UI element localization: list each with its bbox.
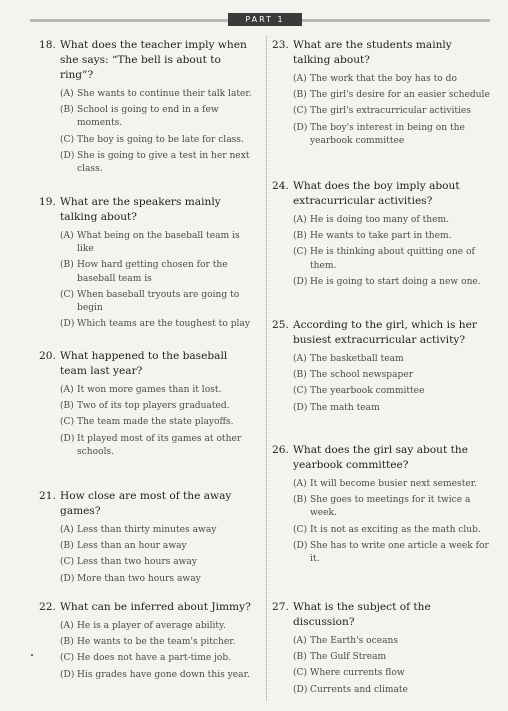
- answer-option[interactable]: (D) It played most of its games at other schools.: [60, 433, 242, 457]
- answer-option[interactable]: (B) School is going to end in a few moments.: [60, 105, 219, 129]
- question-26: [272, 443, 490, 569]
- question-stem: 26. What does the girl say about the yearbook committee?: [272, 444, 468, 471]
- answer-option[interactable]: (D) The math team: [293, 402, 380, 413]
- answer-option[interactable]: (B) She goes to meetings for it twice a week.: [293, 495, 471, 519]
- question-stem: 27. What is the subject of the discussion?: [272, 601, 431, 628]
- question-stem: 24. What does the boy imply about extracurricular activities?: [272, 180, 460, 207]
- answer-option[interactable]: (C) The girl's extracurricular activities: [293, 106, 471, 117]
- question-stem: 23. What are the students mainly talking about?: [272, 39, 452, 66]
- answer-options: [39, 620, 257, 682]
- answer-option[interactable]: (D) His grades have gone down this year.: [60, 669, 250, 680]
- answer-options: [39, 88, 257, 176]
- answer-options: [39, 230, 257, 331]
- answer-option[interactable]: (C) The team made the state playoffs.: [60, 417, 234, 428]
- answer-option[interactable]: (D) She is going to give a test in her next class.: [60, 150, 250, 175]
- question-stem: 19. What are the speakers mainly talking about?: [39, 196, 221, 223]
- question-stem: 20. What happened to the baseball team last year?: [39, 350, 228, 377]
- question-20: [39, 349, 257, 462]
- answer-options: [272, 214, 490, 289]
- answer-option[interactable]: (D) More than two hours away: [60, 573, 201, 584]
- question-18: [39, 38, 257, 179]
- question-22: [39, 600, 257, 685]
- answer-option[interactable]: (C) Where currents flow: [293, 668, 405, 679]
- question-stem: 22. What can be inferred about Jimmy?: [39, 601, 251, 613]
- answer-option[interactable]: (B) Less than an hour away: [60, 541, 187, 552]
- answer-option[interactable]: (C) He does not have a part-time job.: [60, 653, 232, 664]
- answer-option[interactable]: (C) The boy is going to be late for class.: [60, 134, 244, 145]
- answer-option[interactable]: (A) The Earth's oceans: [293, 636, 399, 646]
- answer-options: [39, 384, 257, 459]
- answer-option[interactable]: (A) What being on the baseball team is like: [60, 231, 240, 255]
- answer-option[interactable]: (A) He is doing too many of them.: [293, 215, 450, 225]
- question-19: [39, 195, 257, 334]
- part-label: PART 1: [228, 13, 302, 26]
- answer-option[interactable]: (B) How hard getting chosen for the baseball team is: [60, 260, 228, 284]
- answer-option[interactable]: (B) The school newspaper: [293, 370, 414, 381]
- answer-options: [272, 478, 490, 566]
- answer-option[interactable]: (D) She has to write one article a week for it.: [293, 540, 489, 565]
- question-stem: 18. What does the teacher imply when she says: “The bell is about to ring”?: [39, 39, 247, 81]
- answer-option[interactable]: (A) The basketball team: [293, 354, 404, 364]
- answer-options: [272, 635, 490, 697]
- answer-option[interactable]: (D) Which teams are the toughest to play: [60, 319, 250, 330]
- answer-option[interactable]: (B) He wants to take part in them.: [293, 231, 452, 242]
- answer-option[interactable]: (D) He is going to start doing a new one.: [293, 276, 481, 287]
- question-25: [272, 318, 490, 418]
- answer-option[interactable]: (B) The girl's desire for an easier schedule: [293, 90, 490, 101]
- answer-option[interactable]: (A) It won more games than it lost.: [60, 385, 222, 395]
- question-stem: 21. How close are most of the away games?: [39, 490, 232, 517]
- column-divider: [266, 36, 267, 701]
- answer-option[interactable]: (A) He is a player of average ability.: [60, 621, 226, 631]
- answer-option[interactable]: (B) Two of its top players graduated.: [60, 401, 230, 412]
- question-27: [272, 600, 490, 700]
- answer-option[interactable]: (C) When baseball tryouts are going to begin: [60, 289, 240, 314]
- question-stem: 25. According to the girl, which is her busiest extracurricular activity?: [272, 319, 477, 346]
- answer-option[interactable]: (C) He is thinking about quitting one of them.: [293, 247, 475, 271]
- answer-option[interactable]: (C) It is not as exciting as the math club.: [293, 524, 481, 535]
- question-21: [39, 489, 257, 589]
- answer-option[interactable]: (C) The yearbook committee: [293, 386, 425, 397]
- answer-options: [39, 524, 257, 586]
- answer-option[interactable]: (D) Currents and climate: [293, 684, 408, 695]
- answer-options: [272, 73, 490, 148]
- answer-option[interactable]: (C) Less than two hours away: [60, 557, 197, 568]
- answer-option[interactable]: (A) Less than thirty minutes away: [60, 525, 217, 535]
- answer-option[interactable]: (A) It will become busier next semester.: [293, 479, 477, 489]
- answer-options: [272, 353, 490, 415]
- stray-dot: [31, 654, 33, 656]
- answer-option[interactable]: (B) He wants to be the team's pitcher.: [60, 637, 236, 648]
- answer-option[interactable]: (A) She wants to continue their talk later.: [60, 89, 252, 99]
- question-23: [272, 38, 490, 151]
- answer-option[interactable]: (A) The work that the boy has to do: [293, 74, 457, 84]
- answer-option[interactable]: (D) The boy's interest in being on the yearbook committee: [293, 122, 465, 146]
- answer-option[interactable]: (B) The Gulf Stream: [293, 652, 387, 663]
- question-24: [272, 179, 490, 292]
